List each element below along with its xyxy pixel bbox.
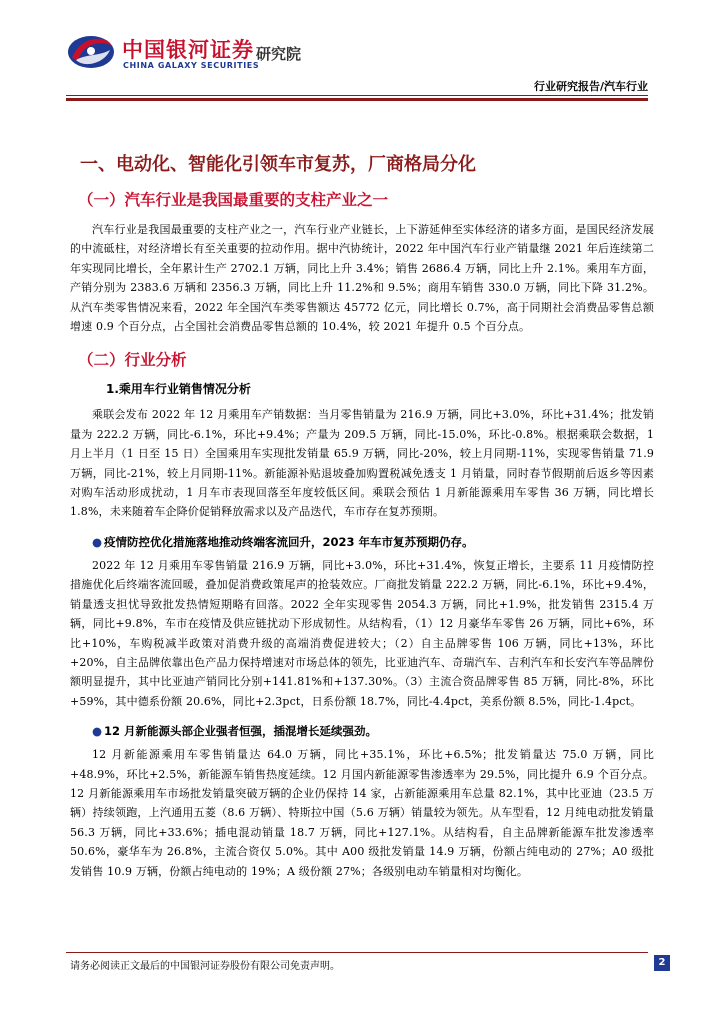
logo-chinese-name: 中国银河证券 [122,38,254,62]
logo-english-name: CHINA GALAXY SECURITIES [123,61,260,70]
section2-paragraph-2: 2022 年 12 月乘用车零售销量 216.9 万辆，同比+3.0%，环比+31.4%，恢复正增长，主要系 11 月疫情防控措施优化后终端客流回暖，叠加促消费政策尾声的抢装效应。厂商批发销量 222.2 万辆，同比-6.1%，环比+9.4%，销量透支担忧导致批发热情短期略有回落。2022 全年实现零售 2054.3 万辆，同比+1.9%，批发销售 2315.4 万辆，同比+9.8%，车市在疫情及供应链扰动下形成韧性。从结构看，（1）12 月豪华车零售 26 万辆，同比+6%，环比+10%，车购税减半政策对消费升级的高端消费促进较大；（2）自主品牌零售 106 万辆，同比+13%，环比+20%，自主品牌依靠出色产品力保持增速对市场总体的领先，比亚迪汽车、奇瑞汽车、吉利汽车和长安汽车等品牌份额明显提升，其中比亚迪产销同比分别+141.81%和+137.30%。（3）主流合资品牌零售 85 万辆，同比-8%，环比+59%，其中德系份额 20.6%，同比+2.3pct，日系份额 18.7%，同比-4.4pct，美系份额 8.5%，同比-1.4pct。 [70,558,654,708]
header-divider-thin [66,95,648,96]
bullet-dot-icon: ● [92,534,103,549]
report-type-label: 行业研究报告/汽车行业 [533,80,648,93]
section1-paragraph: 汽车行业是我国最重要的支柱产业之一，汽车行业产业链长，上下游延伸至实体经济的诸多方面，是国民经济发展的中流砥柱，对经济增长有至关重要的拉动作用。据中汽协统计，2022 年中国汽车行业产销量继 2021 年后连续第二年实现同比增长，全年累计生产 2702.1 万辆，同比上升 3.4%；销售 2686.4 万辆，同比上升 2.1%。乘用车方面，产销分别为 2383.6 万辆和 2356.3 万辆，同比上升 11.2%和 9.5%；商用车销售 330.0 万辆，同比下降 31.2%。从汽车类零售情况来看，2022 年全国汽车类零售额达 45772 亿元，同比增长 0.7%，高于同期社会消费品零售总额增速 0.9 个百分点，占全国社会消费品零售总额的 10.4%，较 2021 年提升 0.5 个百分点。 [70,223,654,334]
page-header [0,0,724,96]
page-content [70,140,654,893]
page-number: 2 [654,955,670,971]
bullet-heading-1 [92,534,654,550]
footer-divider [66,952,648,953]
bullet-heading-1-text: 疫情防控优化措施落地推动终端客流回升，2023 年车市复苏预期仍存。 [104,534,474,549]
bullet-dot-icon: ● [92,724,103,739]
section2-paragraph-3: 12 月新能源乘用车零售销量达 64.0 万辆，同比+35.1%，环比+6.5%；批发销量达 75.0 万辆，同比+48.9%，环比+2.5%，新能源车销售热度延续。12 月国内新能源零售渗透率为 29.5%，同比提升 6.9 个百分点。12 月新能源乘用车市场批发销量突破万辆的企业仍保持 14 家，占新能源乘用车总量 82.1%，其中比亚迪（23.5 万辆）持续领跑，上汽通用五菱（8.6 万辆）、特斯拉中国（5.6 万辆）销量较为领先。从车型看，12 月纯电动批发销量 56.3 万辆，同比+33.6%；插电混动销量 18.7 万辆，同比+127.1%。从结构看，自主品牌新能源车批发渗透率 50.6%，豪华车为 26.8%，主流合资仅 5.0%。其中 A00 级批发销量 14.9 万辆，份额占纯电动的 27%；A0 级批发销售 10.9 万辆，份额占纯电动的 19%；A 级份额 27%；各级别电动车销量相对均衡化。 [70,748,654,878]
section2-paragraph-1: 乘联会发布 2022 年 12 月乘用车产销数据：当月零售销量为 216.9 万辆，同比+3.0%，环比+31.4%；批发销量为 222.2 万辆，同比-6.1%，环比+9.4%；产量为 209.5 万辆，同比-15.0%，环比-0.8%。根据乘联会数据，1 月上半月（1 日至 15 日）全国乘用车实现批发销量 65.9 万辆，同比-20%，较上月同期-11%，实现零售销量 71.9 万辆，同比-21%，较上月同期-11%。新能源补贴退坡叠加购置税减免透支 1 月销量，同时春节假期前后返乡等因素对购车活动形成扰动，1 月车市表现回落至年度较低区间。乘联会预估 1 月新能源乘用车零售 36 万辆，同比增长 1.8%，未来随着车企降价促销释放需求以及产品迭代，车市存在复苏预期。 [70,408,654,519]
chapter-title: 一、电动化、智能化引领车市复苏，厂商格局分化 [80,154,476,175]
section-heading-1: （一）汽车行业是我国最重要的支柱产业之一 [78,191,389,209]
footer-disclaimer: 请务必阅读正文最后的中国银河证券股份有限公司免责声明。 [70,961,340,972]
section-heading-2: （二）行业分析 [78,351,187,370]
header-divider-thick [66,98,648,101]
bullet-heading-2 [92,723,654,739]
subsection-heading: 1.乘用车行业销售情况分析 [106,382,251,397]
bullet-heading-2-text: 12 月新能源头部企业强者恒强，插混增长延续强劲。 [104,724,378,739]
department-label: 研究院 [256,45,302,63]
galaxy-logo-icon [66,30,116,72]
